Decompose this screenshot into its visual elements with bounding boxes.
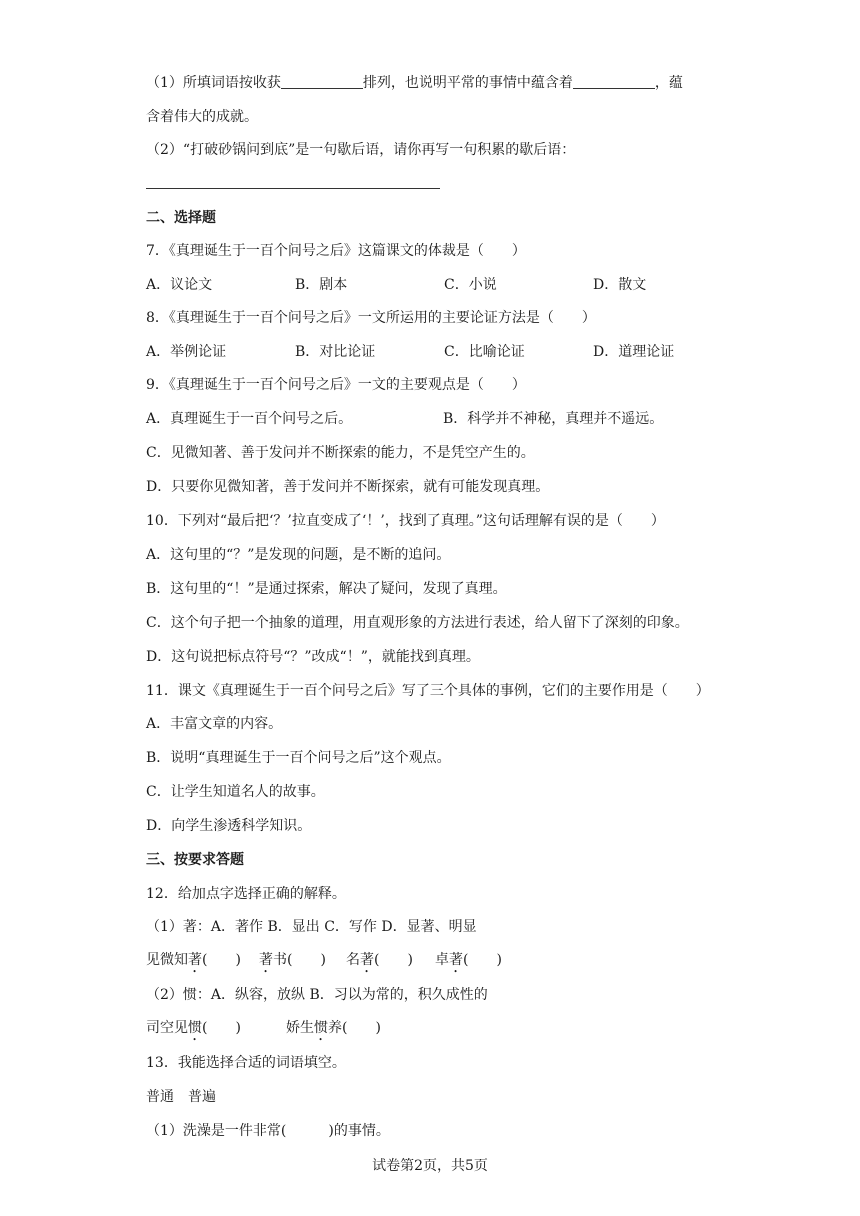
q6-part2: （2）“打破砂锅问到底”是一句歇后语，请你再写一句积累的歇后语： <box>146 142 576 158</box>
question-8-options <box>146 342 674 362</box>
word-choices: 普通 普遍 <box>146 1089 216 1105</box>
section-2-heading: 二、选择题 <box>146 210 216 226</box>
option-c[interactable]: C．见微知著、善于发问并不断探索的能力，不是凭空产生的。 <box>146 445 535 461</box>
question-12-words1 <box>146 950 502 976</box>
word-item[interactable]: 名著( ) <box>346 952 413 968</box>
question-9: 9．《真理诞生于一百个问号之后》一文的主要观点是（ ） <box>146 377 526 393</box>
option-a[interactable]: A．丰富文章的内容。 <box>146 716 283 732</box>
option-b[interactable]: B．说明“真理诞生于一百个问号之后”这个观点。 <box>146 750 451 766</box>
word-item[interactable]: 娇生惯养( ) <box>286 1020 381 1036</box>
question-12-part2: （2）惯：A．纵容，放纵 B．习以为常的，积久成性的 <box>146 987 488 1003</box>
option-d[interactable]: D．向学生渗透科学知识。 <box>146 818 312 834</box>
question-7-options <box>146 275 646 295</box>
option-c[interactable]: C．比喻论证 <box>444 344 525 360</box>
question-12-words2 <box>146 1018 381 1044</box>
option-a[interactable]: A．议论文 <box>146 277 213 293</box>
word-item[interactable]: 见微知著( ) <box>146 952 241 968</box>
option-b[interactable]: B．这句里的“！”是通过探索，解决了疑问，发现了真理。 <box>146 581 507 597</box>
section-3-heading: 三、按要求答题 <box>146 852 244 868</box>
option-b[interactable]: B．科学并不神秘，真理并不遥远。 <box>443 411 664 427</box>
q6-part1-line <box>146 73 683 93</box>
answer-blank[interactable] <box>281 74 363 89</box>
question-9-options-ab <box>146 409 663 429</box>
word-item[interactable]: 卓著( ) <box>435 952 502 968</box>
option-d[interactable]: D．这句说把标点符号“？”改成“！”，就能找到真理。 <box>146 649 480 665</box>
option-b[interactable]: B．对比论证 <box>295 344 376 360</box>
option-a[interactable]: A．这句里的“？”是发现的问题，是不断的追问。 <box>146 547 451 563</box>
option-b[interactable]: B．剧本 <box>295 277 348 293</box>
q6-part1-line2: 含着伟大的成就。 <box>146 109 258 125</box>
text: ，蕴 <box>654 75 683 91</box>
answer-line[interactable] <box>146 188 440 189</box>
question-11: 11．课文《真理诞生于一百个问号之后》写了三个具体的事例，它们的主要作用是（ ） <box>146 683 710 699</box>
option-a[interactable]: A．举例论证 <box>146 344 227 360</box>
word-item[interactable]: 司空见惯( ) <box>146 1020 241 1036</box>
option-c[interactable]: C．这个句子把一个抽象的道理，用直观形象的方法进行表述，给人留下了深刻的印象。 <box>146 615 689 631</box>
word-item[interactable]: 著书( ) <box>259 952 326 968</box>
option-d[interactable]: D．道理论证 <box>593 344 675 360</box>
option-c[interactable]: C．小说 <box>444 277 497 293</box>
page-footer: 试卷第2页，共5页 <box>372 1158 488 1174</box>
option-d[interactable]: D．散文 <box>593 277 647 293</box>
option-a[interactable]: A．真理诞生于一百个问号之后。 <box>146 411 353 427</box>
question-10: 10．下列对“最后把‘？’拉直变成了‘！’，找到了真理。”这句话理解有误的是（ ） <box>146 513 665 529</box>
text: 排列，也说明平常的事情中蕴含着 <box>362 75 573 91</box>
question-8: 8．《真理诞生于一百个问号之后》一文所运用的主要论证方法是（ ） <box>146 310 596 326</box>
answer-blank[interactable] <box>573 74 655 89</box>
question-13: 13．我能选择合适的词语填空。 <box>146 1055 346 1071</box>
question-12: 12．给加点字选择正确的解释。 <box>146 886 346 902</box>
question-13-sentence1: （1）洗澡是一件非常( )的事情。 <box>146 1123 390 1139</box>
option-d[interactable]: D．只要你见微知著，善于发问并不断探索，就有可能发现真理。 <box>146 479 550 495</box>
option-c[interactable]: C．让学生知道名人的故事。 <box>146 784 325 800</box>
text: （1）所填词语按收获 <box>146 75 281 91</box>
question-12-part1: （1）著：A．著作 B．显出 C．写作 D．显著、明显 <box>146 919 477 935</box>
question-7: 7．《真理诞生于一百个问号之后》这篇课文的体裁是（ ） <box>146 243 526 259</box>
